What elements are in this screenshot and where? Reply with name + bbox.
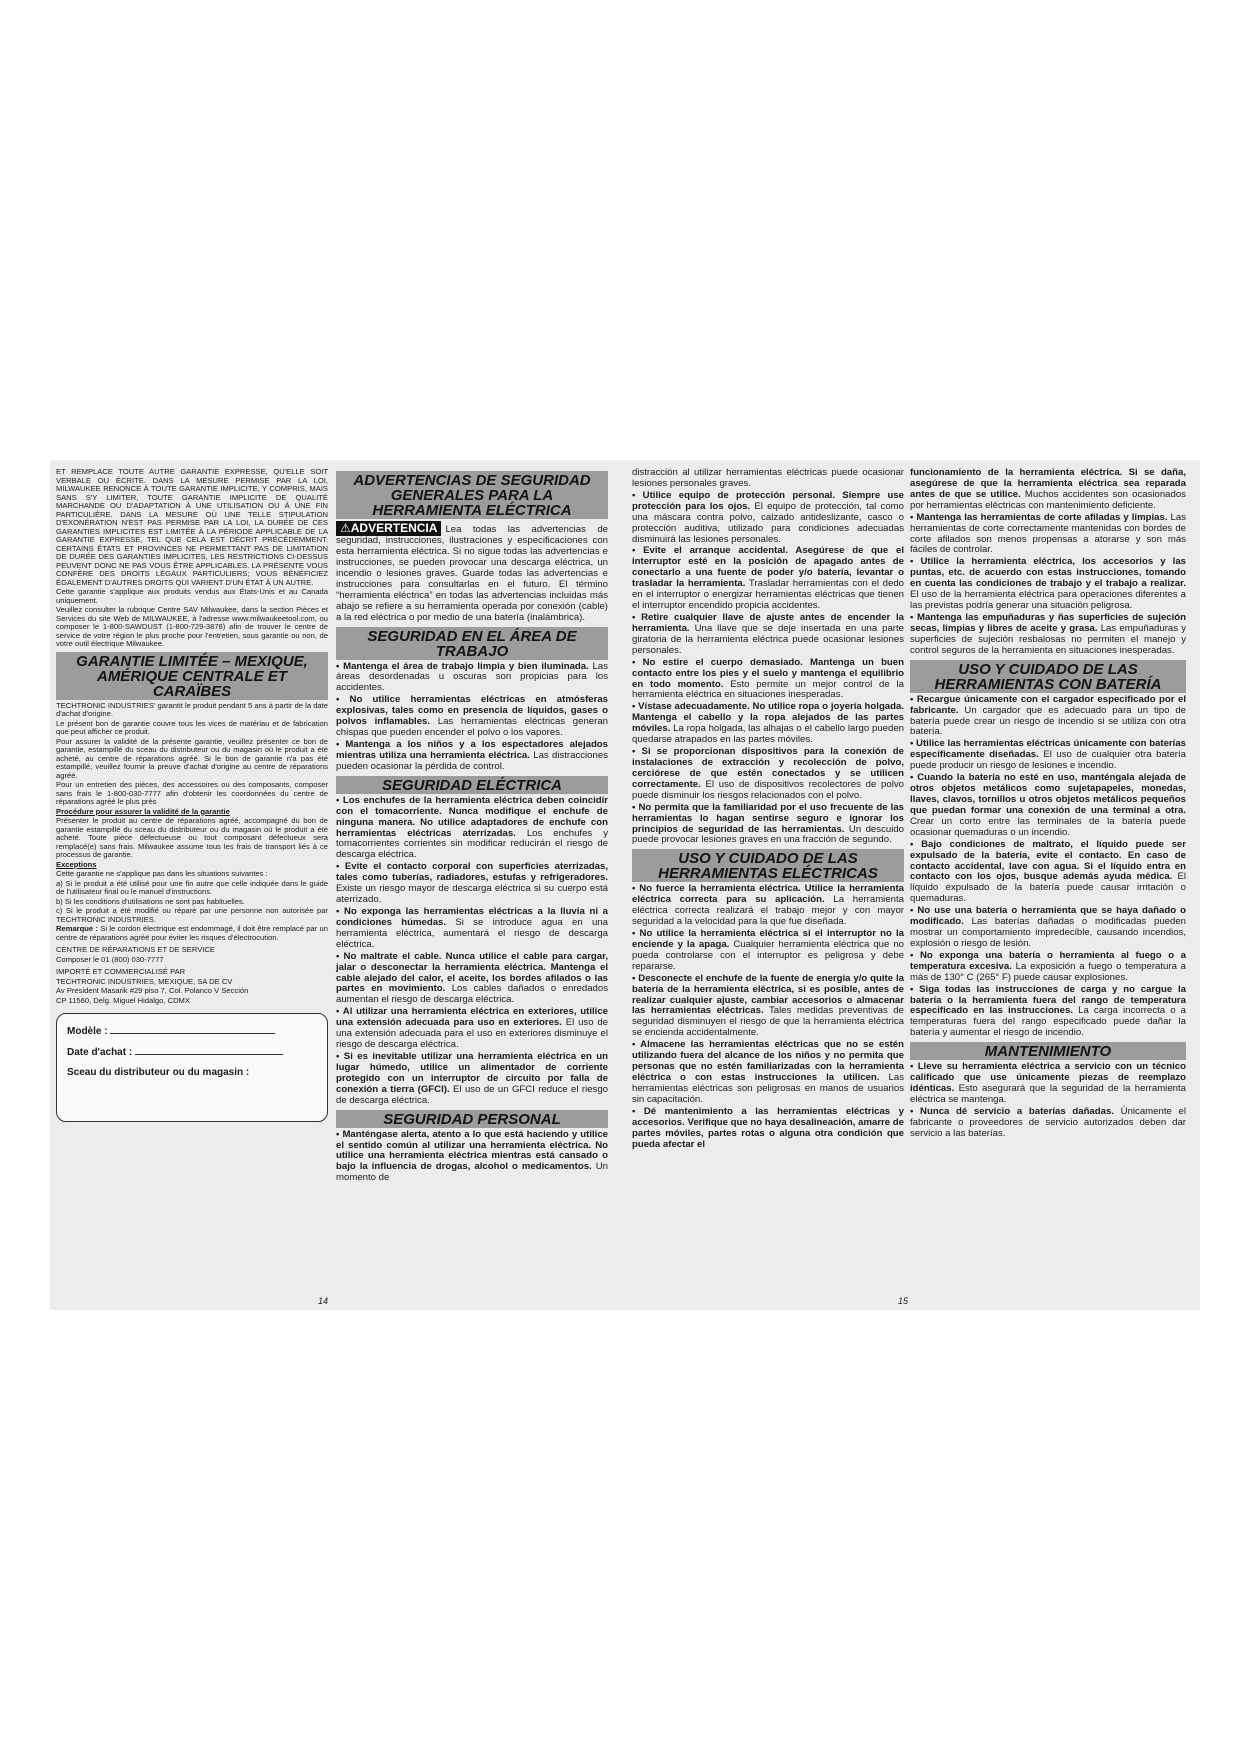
bateria-item-6 (910, 951, 1186, 984)
bateria-item-3-text: Crear un corto entre las terminales de la batería puede ocasionar quemaduras o un incendio. (910, 815, 1186, 838)
column-personal-uso (632, 468, 904, 1151)
remarque-text: Si le cordon électrique est endommagé, il doit être remplacé par un centre de réparations agréé pour éviter les risques d'électrocution. (56, 924, 328, 942)
uso-item-5 (632, 1107, 904, 1151)
centre-title: CENTRE DE RÉPARATIONS ET DE SERVICE (56, 945, 215, 954)
personal-item-4-text: Una llave que se deje insertada en una parte giratoria de la herramienta eléctrica puede ocasionar lesiones personales. (632, 622, 904, 656)
heading-uso-bateria: USO Y CUIDADO DE LAS HERRAMIENTAS CON BATERÍA (910, 660, 1186, 693)
bateria-item-6-bold: • No exponga una batería o herramienta al fuego o a temperatura excesiva. (910, 949, 1186, 972)
heading-area-trabajo: SEGURIDAD EN EL ÁREA DE TRABAJO (336, 627, 608, 660)
bateria-item-1-text: Un cargador que es adecuado para un tipo de batería puede crear un riesgo de incendio si se utiliza con otra batería. (910, 704, 1186, 738)
exceptions-intro: Cette garantie ne s'applique pas dans les situations suivantes : (56, 869, 268, 878)
personal-item-4-bold: • Retire cualquier llave de ajuste antes de encender la herramienta. (632, 611, 904, 634)
stamp-box (56, 1013, 328, 1122)
bateria-item-5-bold: • No use una batería o herramienta que se haya dañado o modificado. (910, 905, 1186, 928)
elec-item-3 (336, 907, 608, 951)
heading-advertencias: ADVERTENCIAS DE SEGURIDAD GENERALES PARA LA HERRAMIENTA ELÉCTRICA (336, 471, 608, 519)
area-item-1-bold: • Mantenga el área de trabajo limpia y bien iluminada. (336, 660, 589, 672)
exceptions-title: Exceptions (56, 859, 97, 869)
elec-item-4-bold: • No maltrate el cable. Nunca utilice el cable para cargar, jalar o desconectar la herramienta eléctrica. Mantenga el cable alejado del calor, el aceite, los bordes afilados o las partes en movimiento. (336, 950, 608, 995)
stamp-date-line (135, 1045, 283, 1055)
uso-item-1-bold: • No fuerce la herramienta eléctrica. Utilice la herramienta eléctrica correcta para su aplicación. (632, 883, 904, 906)
warranty-canada-note: Cette garantie s'applique aux produits vendus aux États-Unis et au Canada uniquement. (56, 587, 328, 605)
exception-b: b) Si les conditions d'utilisations ne sont pas habituelles. (56, 896, 245, 906)
uso-item-1 (632, 884, 904, 928)
heading-mantenimiento: MANTENIMIENTO (910, 1042, 1186, 1060)
area-item-2-bold: • No utilice herramientas eléctricas en atmósferas explosivas, tales como en presencia de líquidos, gases o polvos inflamables. (336, 694, 608, 728)
personal-item-7-text: El uso de dispositivos recolectores de polvo puede disminuir los riesgos relacionados con el polvo. (632, 778, 904, 801)
elec-item-5-text: El uso de una extensión adecuada para el uso en exteriores disminuye el riesgo de descarga eléctrica. (336, 1017, 608, 1051)
stamp-modele-row (67, 1024, 317, 1037)
bateria-item-3 (910, 773, 1186, 839)
personal-item-7-bold: • Si se proporcionan dispositivos para la conexión de instalaciones de extracción y recolección de polvo, cerciórese de que estén conectados y se utilicen correctamente. (632, 746, 904, 790)
personal-cont: distracción al utilizar herramientas eléctricas puede ocasionar lesiones personales graves. (632, 467, 904, 489)
elec-item-1-text: Los enchufes y tomacorrientes corrientes sin modificar reducirán el riesgo de descarga eléctrica. (336, 827, 609, 861)
personal-item-1-bold: • Manténgase alerta, atento a lo que está haciendo y utilice el sentido común al utilizar una herramienta eléctrica. No utilice una herramienta eléctrica mientras está cansado o bajo la influencia de drogas, alcohol o medicamentos. (336, 1128, 608, 1173)
mant-item-2 (910, 1107, 1186, 1140)
elec-item-6-text: El uso de un GFCI reduce el riesgo de descarga eléctrica. (336, 1083, 609, 1106)
heading-seguridad-electrica: SEGURIDAD ELÉCTRICA (336, 776, 608, 794)
elec-item-3-text: Si se introduce agua en una herramienta eléctrica, aumentará el riesgo de descarga eléctrica. (336, 916, 608, 950)
personal-item-1 (336, 1130, 608, 1185)
area-item-1-text: Las áreas desordenadas u oscuras son propicias para los accidentes. (336, 660, 608, 694)
uso-item-8-text: Las empuñaduras y superficies de sujeción resbalosas no permiten el manejo y control seguros de la herramienta en situaciones inesperadas. (910, 622, 1186, 656)
warranty-intro-caps: ET REMPLACE TOUTE AUTRE GARANTIE EXPRESSE, QU'ELLE SOIT VERBALE OU ÉCRITE. DANS LA MESURE PERMISE PAR LA LOI, MILWAUKEE RENONCE À TOUTE GARANTIE IMPLICITE, Y COMPRIS, MAIS SANS S'Y LIMITER, TOUTE GARANTIE IMPLICITE DE QUALITÉ MARCHANDE OU D'ADAPTATION À UNE UTILISATION OU À UNE FIN PARTICULIÈRE. DANS LA MESURE OÙ UNE TELLE STIPULATION D'EXONÉRATION N'EST PAS PERMISE PAR LA LOI, LA DURÉE DE CES GARANTIES IMPLICITES EST LIMITÉE À LA PÉRIODE APPLICABLE DE LA GARANTIE EXPRESSE, TEL QUE CELA EST DÉCRIT PRÉCÉDEMMENT. CERTAINS ÉTATS ET PROVINCES NE PERMETTANT PAS DE LIMITATION DE DURÉE DES GARANTIES IMPLICITES, LES RESTRICTIONS CI-DESSUS PEUVENT DONC NE PAS VOUS ÊTRE APPLICABLES. LA PRÉSENTE VOUS CONFÈRE DES DROITS LÉGAUX PARTICULIERS; VOUS BÉNÉFICIEZ ÉGALEMENT D'AUTRES DROITS QUI VARIENT D'UN ÉTAT À UN AUTRE. (56, 467, 328, 587)
exception-c: c) Si le produit a été modifié ou réparé par une personne non autorisée par TECHTRONIC INDUSTRIES. (56, 906, 328, 924)
bateria-item-1 (910, 695, 1186, 739)
bateria-item-5 (910, 906, 1186, 950)
elec-item-2-bold: • Evite el contacto corporal con superficies aterrizadas, tales como tuberías, radiadores, estufas y refrigeradores. (336, 861, 608, 884)
stamp-date-row (67, 1045, 317, 1058)
uso-item-3-bold: • Desconecte el enchufe de la fuente de energía y/o quite la batería de la herramienta eléctrica, si es posible, antes de realizar cualquier ajuste, cambiar accesorios o almacenar las herramientas eléctricas. (632, 972, 904, 1017)
uso-item-3 (632, 974, 904, 1040)
bateria-item-2 (910, 739, 1186, 772)
mexico-p3: Pour assurer la validité de la présente garantie, veuillez présenter ce bon de garantie, estampillé du sceau du distributeur ou du magasin où le produit a été acheté, au centre de réparations agréé. Si le bon de garantie n'a pas été estampillé, veuillez fournir la preuve d'achat d'origine au centre de réparations agréé. (56, 736, 328, 780)
uso-item-5-cont (910, 468, 1186, 512)
uso-item-3-text: Tales medidas preventivas de seguridad disminuyen el riesgo de que la herramienta eléctrica se encienda accidentalmente. (632, 1005, 904, 1039)
mant-item-2-text: Únicamente el fabricante o proveedores de servicio autorizados deben dar servicio a las baterías. (910, 1105, 1186, 1139)
mant-item-1-bold: • Lleve su herramienta eléctrica a servicio con un técnico calificado que use únicamente piezas de reemplazo idénticas. (910, 1061, 1186, 1095)
personal-item-2-bold: • Utilice equipo de protección personal. Siempre use protección para los ojos. (632, 489, 904, 512)
stamp-sceau-label: Sceau du distributeur ou du magasin : (67, 1066, 250, 1078)
personal-item-2 (632, 491, 904, 546)
personal-item-3-text: Trasladar herramientas con el dedo en el interruptor o energizar herramientas eléctricas que tienen el interruptor encendido propicia accidentes. (632, 578, 904, 612)
advertencia-badge: ⚠ADVERTENCIA (336, 521, 441, 536)
uso-item-2 (632, 929, 904, 973)
importe-line-3: Av President Masarik #29 piso 7, Col. Polanco V Sección (56, 986, 249, 995)
uso-item-5-cont-bold: funcionamiento de la herramienta eléctrica. Si se daña, asegúrese de que la herramienta eléctrica sea reparada antes de que se utilice. (910, 467, 1186, 500)
heading-garantie-mexique: GARANTIE LIMITÉE – MEXIQUE, AMÉRIQUE CENTRALE ET CARAÏBES (56, 652, 328, 700)
uso-item-5-bold: • Dé mantenimiento a las herramientas eléctricas y accesorios. Verifique que no haya desalineación, amarre de partes móviles, partes rotas o alguna otra condición que pueda afectar el (632, 1105, 904, 1150)
bateria-item-3-bold: • Cuando la batería no esté en uso, manténgala alejada de otros objetos metálicos como sujetapapeles, monedas, llaves, clavos, tornillos u otros objetos metálicos pequeños que puedan formar una conexión de una terminal a otra. (910, 772, 1186, 816)
personal-item-8-bold: • No permita que la familiaridad por el uso frecuente de las herramientas lo hagan sentirse seguro e ignorar los principios de seguridad de las herramientas. (632, 801, 904, 835)
bateria-item-7 (910, 985, 1186, 1040)
procedure-text: Présenter le produit au centre de réparations agréé, accompagné du bon de garantie estampillé du sceau du distributeur ou du magasin où le produit a été acheté. Toute pièce défectueuse ou tout composant défectueux sera remplacé(e) sans frais. Milwaukee assume tous les frais de transport liés à ce processus de garantie. (56, 816, 328, 859)
uso-item-2-bold: • No utilice la herramienta eléctrica si el interruptor no la enciende y la apaga. (632, 928, 904, 950)
advertencia-text: Lea todas las advertencias de seguridad, instrucciones, ilustraciones y especificaciones con esta herramienta eléctrica. Si no sigue todas las advertencias e instrucciones, se pueden provocar una descarga eléctrica, un incendio o lesiones graves. Guarde todas las advertencias e instrucciones para consultarlas en el futuro. El término “herramienta eléctrica” en todas las advertencias incluidas más abajo se refiere a su herramienta operada por conexión (cable) a la red eléctrica o por medio de una batería (inalámbrica). (336, 524, 608, 623)
personal-item-3 (632, 546, 904, 612)
column-adv-generales (336, 468, 608, 1185)
personal-item-5-bold: • No estire el cuerpo demasiado. Mantenga un buen contacto entre los pies y el suelo y mantenga el equilibrio en todo momento. (632, 656, 904, 690)
bateria-item-6-text: La exposición a fuego o temperatura a más de 130° C (265° F) puede causar explosiones. (910, 960, 1187, 983)
page-number-left: 14 (318, 1296, 329, 1306)
bateria-item-2-text: El uso de cualquier otra batería puede producir un riesgo de lesiones e incendio. (910, 749, 1186, 772)
exception-a: a) Si le produit a été utilisé pour une fin autre que celle indiquée dans le guide de l'utilisateur final ou le manuel d'instructions. (56, 878, 328, 896)
personal-item-7 (632, 747, 904, 802)
personal-item-8-text: Un descuido puede provocar lesiones graves en una fracción de segundo. (632, 823, 905, 846)
bateria-item-4-text: El líquido expulsado de la batería puede causar irritación o quemaduras. (910, 871, 1186, 905)
personal-item-6-text: La ropa holgada, las alhajas o el cabello largo pueden quedarse atrapados en las partes móviles. (632, 723, 904, 746)
area-item-3 (336, 740, 608, 773)
bateria-item-1-bold: • Recargue únicamente con el cargador especificado por el fabricante. (910, 693, 1186, 716)
elec-item-4 (336, 952, 608, 1007)
centre-phone: Composer le 01 (800) 030-7777 (56, 954, 164, 964)
uso-item-8 (910, 613, 1186, 657)
uso-item-6-text: Las herramientas de corte correctamente mantenidas con bordes de corte afilados son menos propensas a atorarse y son más fáciles de controlar. (910, 511, 1186, 556)
area-item-3-text: Las distracciones pueden ocasionar la pérdida de control. (336, 749, 608, 772)
personal-item-5-text: Esto permite un mejor control de la herramienta eléctrica en situaciones inesperadas. (632, 678, 904, 701)
area-item-1 (336, 662, 608, 695)
personal-item-4 (632, 613, 904, 657)
importe-line-1: IMPORTÉ ET COMMERCIALISÉ PAR (56, 967, 186, 976)
exceptions-title-row (56, 861, 328, 870)
heading-seguridad-personal: SEGURIDAD PERSONAL (336, 1110, 608, 1128)
page-number-right: 15 (898, 1296, 909, 1306)
booklet-spread (50, 460, 1200, 1310)
column-warranty-fr (56, 468, 328, 1122)
elec-item-1 (336, 796, 608, 862)
personal-item-5 (632, 658, 904, 702)
elec-item-5-bold: • Al utilizar una herramienta eléctrica en exteriores, utilice una extensión adecuada para uso en exteriores. (336, 1006, 608, 1029)
uso-item-4-bold: • Almacene las herramientas eléctricas que no se estén utilizando fuera del alcance de los niños y no permita que personas que no estén familiarizadas con la herramienta eléctrica o con estas instrucciones la utilicen. (632, 1039, 904, 1084)
uso-item-4 (632, 1040, 904, 1106)
uso-item-4-text: Las herramientas eléctricas son peligrosas en manos de usuarios sin capacitación. (632, 1072, 904, 1105)
personal-item-6-bold: • Vístase adecuadamente. No utilice ropa o joyería holgada. Mantenga el cabello y la ropa alejados de las partes móviles. (632, 701, 904, 735)
elec-item-6-bold: • Si es inevitable utilizar una herramienta eléctrica en un lugar húmedo, utilice un alimentador de corriente protegido con un interruptor de circuito por falla de conexión a tierra (GFCI). (336, 1050, 608, 1095)
personal-item-2-text: El equipo de protección, tal como una máscara contra polvo, calzado antideslizante, casco o protección auditiva, utilizado para condiciones adecuadas disminuirá las lesiones personales. (632, 500, 904, 545)
uso-item-8-bold: • Mantenga las empuñaduras y ñas superficies de sujeción secas, limpias y libres de aceite y grasa. (910, 611, 1186, 634)
uso-item-5-cont-text: Muchos accidentes son ocasionados por herramientas eléctricas con mantenimiento deficiente. (910, 488, 1186, 511)
uso-item-7-text: El uso de la herramienta eléctrica para operaciones diferentes a las previstas podría generar una situación peligrosa. (910, 589, 1186, 612)
personal-item-1-text: Un momento de (336, 1161, 608, 1184)
personal-item-8 (632, 803, 904, 847)
bateria-item-7-bold: • Siga todas las instrucciones de carga y no cargue la batería o la herramienta fuera del rango de temperatura especificado en las instrucciones. (910, 983, 1186, 1017)
warranty-consult: Veuillez consulter la rubrique Centre SAV Milwaukee, dans la section Pièces et Services du site Web de MILWAUKEE, à l'adresse www.milwaukeetool.com, ou composer le 1-800-SAWDUST (1-800-729-3878) afin de trouver le centre de service de votre région le plus proche pour l'entretien, sous garantie ou non, de votre outil électrique Milwaukee. (56, 605, 328, 648)
bateria-item-2-bold: • Utilice las herramientas eléctricas únicamente con baterías específicamente diseñadas. (910, 738, 1186, 761)
bateria-item-4-bold: • Bajo condiciones de maltrato, el líquido puede ser expulsado de la batería, evite el contacto. En caso de contacto accidental, lave con agua. Si el líquido entra en contacto con los ojos, busque además ayuda médica. (910, 838, 1186, 883)
elec-item-2 (336, 862, 608, 906)
mant-item-1-text: Esto asegurará que la seguridad de la herramienta eléctrica se mantenga. (910, 1083, 1186, 1106)
elec-item-4-text: Los cables dañados o enredados aumentan el riesgo de descarga eléctrica. (336, 983, 609, 1006)
bateria-item-4 (910, 840, 1186, 906)
advertencia-para (336, 521, 608, 624)
procedure-title: Procédure pour assurer la validité de la garantie (56, 806, 230, 816)
elec-item-2-text: Existe un riesgo mayor de descarga eléctrica si su cuerpo está aterrizado. (336, 883, 608, 906)
area-item-3-bold: • Mantenga a los niños y a los espectadores alejados mientras utiliza una herramienta eléctrica. (336, 739, 608, 761)
uso-item-6 (910, 513, 1186, 557)
elec-item-5 (336, 1007, 608, 1051)
bateria-item-5-text: Las baterías dañadas o modificadas pueden mostrar un comportamiento impredecible, causando incendios, explosión o riesgo de lesión. (910, 916, 1186, 949)
elec-item-6 (336, 1052, 608, 1107)
area-item-2-text: Las herramientas eléctricas generan chispas que pueden encender el polvo o los vapores. (336, 716, 608, 739)
mant-item-1 (910, 1062, 1186, 1106)
mexico-p2: Le présent bon de garantie couvre tous les vices de matériau et de fabrication que peut afficher ce produit. (56, 718, 328, 736)
stamp-date-label: Date d'achat : (67, 1047, 133, 1059)
mant-item-2-bold: • Nunca dé servicio a baterías dañadas. (910, 1105, 1114, 1117)
area-item-2 (336, 695, 608, 739)
procedure-title-row (56, 808, 328, 817)
importe-line-4: CP 11560, Delg. Miguel Hidalgo, CDMX (56, 995, 190, 1005)
personal-item-6 (632, 702, 904, 746)
uso-item-1-text: La herramienta eléctrica correcta realizará el trabajo mejor y con mayor seguridad a la velocidad para la que fue diseñada. (632, 894, 904, 928)
bateria-item-7-text: La carga incorrecta o a temperaturas fuera del rango especificado puede dañar la batería y aumentar el riesgo de incendio. (910, 1005, 1186, 1039)
importe-line-2: TECHTRONIC INDUSTRIES, MEXIQUE, SA DE CV (56, 976, 233, 986)
uso-item-6-bold: • Mantenga las herramientas de corte afiladas y limpias. (910, 511, 1168, 523)
personal-item-3-bold: • Evite el arranque accidental. Asegúrese de que el interruptor esté en la posición de apagado antes de conectarlo a una fuente de poder y/o batería, levantar o trasladar la herramienta. (632, 545, 904, 590)
stamp-modele-line (110, 1024, 275, 1034)
uso-item-7-bold: • Utilice la herramienta eléctrica, los accesorios y las puntas, etc. de acuerdo con estas instrucciones, tomando en cuenta las condiciones de trabajo y el trabajo a realizar. (910, 556, 1186, 590)
elec-item-3-bold: • No exponga las herramientas eléctricas a la lluvia ni a condiciones húmedas. (336, 906, 608, 928)
elec-item-1-bold: • Los enchufes de la herramienta eléctrica deben coincidir con el tomacorriente. Nunca modifique el enchufe de ninguna manera. No utilice adaptadores de enchufe con herramientas eléctricas aterrizadas. (336, 794, 608, 839)
remarque (56, 925, 328, 942)
heading-uso-cuidado: USO Y CUIDADO DE LAS HERRAMIENTAS ELÉCTRICAS (632, 849, 904, 882)
uso-item-7 (910, 557, 1186, 612)
uso-item-2-text: Cualquier herramienta eléctrica que no pueda controlarse con el interruptor es peligrosa y debe repararse. (632, 938, 904, 972)
mexico-p4: Pour un entretien des pièces, des accessoires ou des composants, composer sans frais le 1-800-030-7777 afin d'obtenir les coordonnées du centre de réparations agréé le plus près (56, 780, 328, 806)
remarque-label: Remarque : (56, 924, 98, 933)
mexico-p1: TECHTRONIC INDUSTRIES' garantit le produit pendant 5 ans à partir de la date d'achat d'origine. (56, 700, 328, 718)
column-bateria-mant (910, 468, 1186, 1141)
stamp-modele-label: Modèle : (67, 1026, 108, 1037)
